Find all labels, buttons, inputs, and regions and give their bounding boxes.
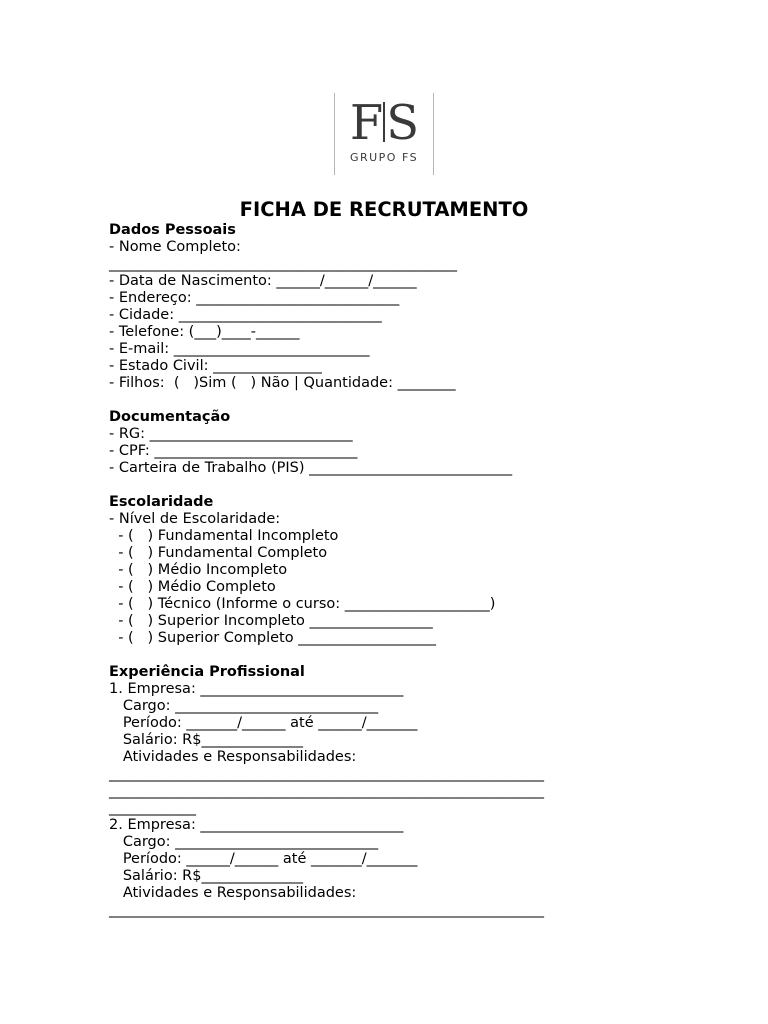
option-medio-incompleto: - ( ) Médio Incompleto xyxy=(109,562,288,578)
field-atividades-2-line: ____________________________________________________________ xyxy=(109,902,544,918)
field-atividades-1-line: ____________________________________________________________ xyxy=(109,783,544,799)
field-cidade: - Cidade: ____________________________ xyxy=(109,307,382,323)
field-nome-completo-line: ________________________________________________ xyxy=(109,256,457,272)
form-title: FICHA DE RECRUTAMENTO xyxy=(239,198,529,221)
field-atividades-1-line: ____________ xyxy=(109,800,196,816)
option-tecnico: - ( ) Técnico (Informe o curso: ____________________) xyxy=(109,596,496,612)
section-heading-experiencia: Experiência Profissional xyxy=(109,664,305,680)
field-salario-1: Salário: R$______________ xyxy=(109,732,303,748)
field-empresa-2: 2. Empresa: ____________________________ xyxy=(109,817,404,833)
field-atividades-1: Atividades e Responsabilidades: xyxy=(109,749,357,765)
field-atividades-1-line: ____________________________________________________________ xyxy=(109,766,544,782)
field-periodo-1: Período: _______/______ até ______/_______ xyxy=(109,715,418,731)
field-email: - E-mail: ___________________________ xyxy=(109,341,370,357)
field-data-nascimento: - Data de Nascimento: ______/______/______ xyxy=(109,273,417,289)
option-superior-completo: - ( ) Superior Completo ___________________ xyxy=(109,630,436,646)
logo-subtitle: GRUPO FS xyxy=(349,151,419,164)
logo-monogram xyxy=(334,95,434,151)
field-periodo-2: Período: ______/______ até _______/_______ xyxy=(109,851,418,867)
section-spacer xyxy=(109,477,669,494)
option-medio-completo: - ( ) Médio Completo xyxy=(109,579,276,595)
section-heading-dados-pessoais: Dados Pessoais xyxy=(109,222,236,238)
section-spacer xyxy=(109,392,669,409)
option-fundamental-completo: - ( ) Fundamental Completo xyxy=(109,545,328,561)
field-rg: - RG: ____________________________ xyxy=(109,426,353,442)
field-cargo-2: Cargo: ____________________________ xyxy=(109,834,379,850)
field-cpf: - CPF: ____________________________ xyxy=(109,443,358,459)
field-salario-2: Salário: R$______________ xyxy=(109,868,303,884)
field-empresa-1: 1. Empresa: ____________________________ xyxy=(109,681,404,697)
field-telefone: - Telefone: (___)____-______ xyxy=(109,324,300,340)
field-nivel-escolaridade: - Nível de Escolaridade: xyxy=(109,511,281,527)
field-atividades-2: Atividades e Responsabilidades: xyxy=(109,885,357,901)
field-nome-completo: - Nome Completo: xyxy=(109,239,241,255)
option-superior-incompleto: - ( ) Superior Incompleto _________________ xyxy=(109,613,433,629)
logo-separator xyxy=(383,102,385,142)
field-cargo-1: Cargo: ____________________________ xyxy=(109,698,379,714)
form-body xyxy=(109,222,669,919)
logo-initial-s: S xyxy=(386,95,419,151)
field-carteira-trabalho: - Carteira de Trabalho (PIS) ____________________________ xyxy=(109,460,513,476)
field-filhos: - Filhos: ( )Sim ( ) Não | Quantidade: ________ xyxy=(109,375,456,391)
field-estado-civil: - Estado Civil: _______________ xyxy=(109,358,322,374)
section-spacer xyxy=(109,647,669,664)
logo-initial-f: F xyxy=(349,95,383,151)
section-heading-escolaridade: Escolaridade xyxy=(109,494,214,510)
field-endereco: - Endereço: ____________________________ xyxy=(109,290,400,306)
grupo-fs-logo xyxy=(334,93,434,175)
option-fundamental-incompleto: - ( ) Fundamental Incompleto xyxy=(109,528,339,544)
section-heading-documentacao: Documentação xyxy=(109,409,231,425)
